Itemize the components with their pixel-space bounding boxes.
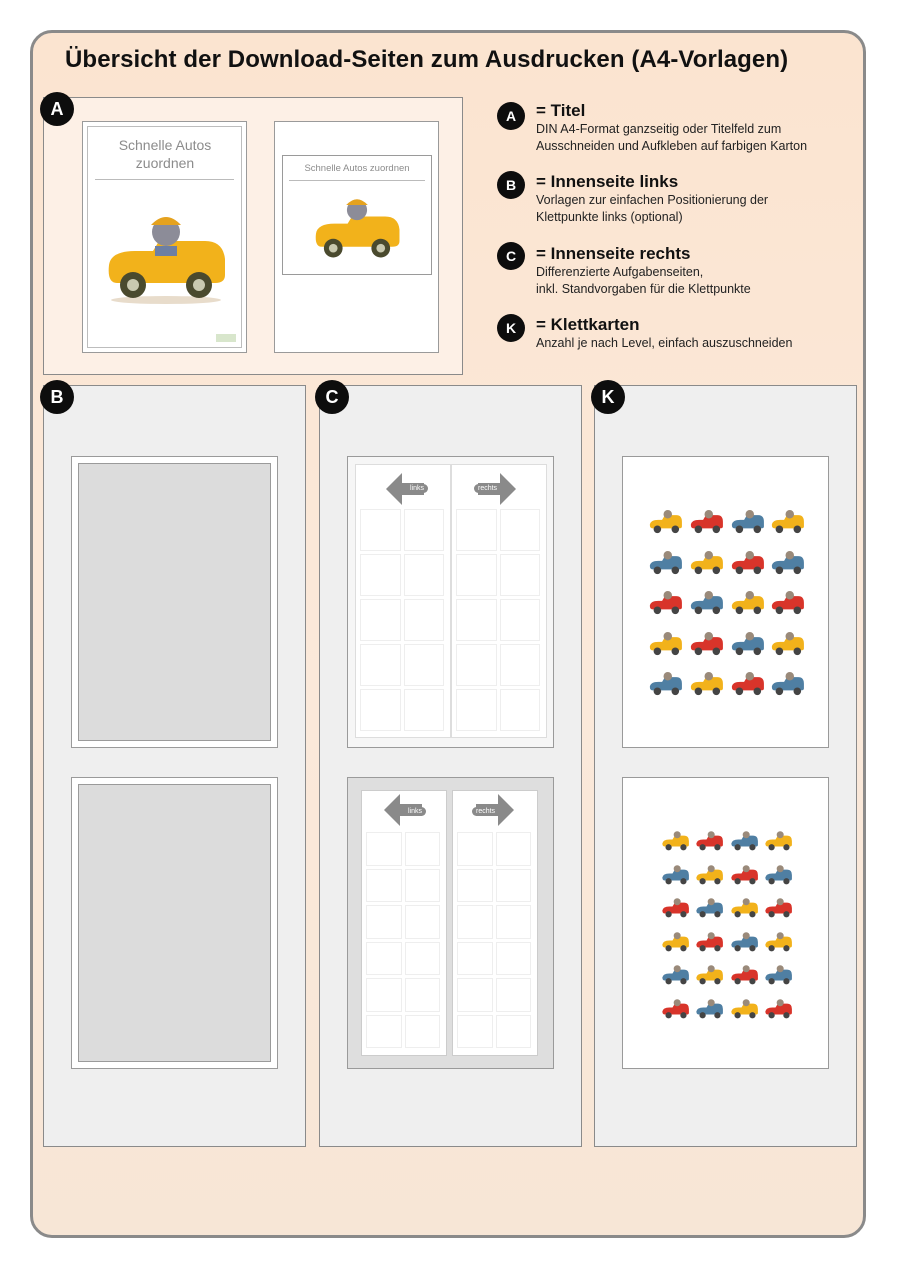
b-sheet-2 <box>71 777 278 1069</box>
velcro-card <box>688 502 726 540</box>
velcro-card <box>694 993 725 1024</box>
velcro-card <box>688 624 726 662</box>
legend-b-desc-1: Vorlagen zur einfachen Positionierung der <box>536 193 769 207</box>
velcro-card <box>660 825 691 856</box>
legend-c-desc-2: inkl. Standvorgaben für die Klettpunkte <box>536 282 751 296</box>
velcro-card <box>647 583 685 621</box>
velcro-card <box>729 825 760 856</box>
velcro-card <box>688 543 726 581</box>
legend-a-head: = Titel <box>536 101 586 120</box>
velcro-card <box>769 583 807 621</box>
velcro-card <box>729 993 760 1024</box>
c2-left-label: links <box>404 807 426 816</box>
legend-k-head: = Klettkarten <box>536 315 640 334</box>
cover-divider <box>95 179 234 180</box>
velcro-card <box>769 624 807 662</box>
velcro-card <box>660 993 691 1024</box>
b-sheet-1-field <box>78 463 271 741</box>
legend-a-desc-1: DIN A4-Format ganzseitig oder Titelfeld zum <box>536 122 782 136</box>
velcro-card <box>763 993 794 1024</box>
legend-b-desc-2: Klettpunkte links (optional) <box>536 210 683 224</box>
cover-sheet-titlefield <box>274 121 439 353</box>
velcro-card <box>729 543 767 581</box>
velcro-card <box>769 543 807 581</box>
legend-k-desc-1: Anzahl je nach Level, einfach auszuschneiden <box>536 336 793 350</box>
velcro-card <box>694 959 725 990</box>
velcro-card <box>647 624 685 662</box>
legend-b-head: = Innenseite links <box>536 172 679 191</box>
section-a-badge: A <box>40 92 74 126</box>
legend-k-badge: K <box>497 314 525 342</box>
velcro-card <box>729 583 767 621</box>
velcro-card <box>769 502 807 540</box>
c1-right-label: rechts <box>474 484 501 493</box>
c1-left-label: links <box>406 484 428 493</box>
velcro-card <box>769 664 807 702</box>
legend-a-desc-2: Ausschneiden und Aufkleben auf farbigen Karton <box>536 139 808 153</box>
teddy-race-car-icon <box>303 192 411 264</box>
legend-b-badge: B <box>497 171 525 199</box>
velcro-card <box>763 926 794 957</box>
velcro-card <box>694 825 725 856</box>
velcro-card <box>729 959 760 990</box>
section-k-badge: K <box>591 380 625 414</box>
velcro-card <box>729 502 767 540</box>
c1-grid-right <box>456 509 540 731</box>
c-sheet-2 <box>347 777 554 1069</box>
velcro-card <box>729 892 760 923</box>
k-sheet-2 <box>622 777 829 1069</box>
c-sheet-1 <box>347 456 554 748</box>
velcro-card <box>660 926 691 957</box>
velcro-card <box>694 892 725 923</box>
c1-grid-left <box>360 509 444 731</box>
velcro-card <box>647 543 685 581</box>
legend-c-desc-1: Differenzierte Aufgabenseiten, <box>536 265 704 279</box>
velcro-card <box>694 926 725 957</box>
cover-title-large: Schnelle Autos zuordnen <box>118 137 212 171</box>
velcro-card <box>660 892 691 923</box>
b-sheet-2-field <box>78 784 271 1062</box>
legend-a-badge: A <box>497 102 525 130</box>
teddy-race-car-icon <box>101 207 231 307</box>
velcro-card <box>729 859 760 890</box>
velcro-card <box>763 825 794 856</box>
c2-grid-left <box>366 832 440 1048</box>
k1-card-grid <box>647 502 807 702</box>
section-c-badge: C <box>315 380 349 414</box>
cover-sheet-full <box>82 121 247 353</box>
velcro-card <box>647 502 685 540</box>
b-sheet-1 <box>71 456 278 748</box>
velcro-card <box>647 664 685 702</box>
c2-right-label: rechts <box>472 807 499 816</box>
velcro-card <box>660 859 691 890</box>
velcro-card <box>660 959 691 990</box>
velcro-card <box>688 583 726 621</box>
velcro-card <box>729 664 767 702</box>
legend-c-badge: C <box>497 242 525 270</box>
velcro-card <box>763 959 794 990</box>
velcro-card <box>694 859 725 890</box>
cover-logo <box>216 334 236 342</box>
velcro-card <box>729 926 760 957</box>
velcro-card <box>763 859 794 890</box>
cover-small-divider <box>289 180 425 181</box>
page-title: Übersicht der Download-Seiten zum Ausdrucken (A4-Vorlagen) <box>65 46 789 73</box>
cover-title-small: Schnelle Autos zuordnen <box>304 163 410 174</box>
velcro-card <box>729 624 767 662</box>
k2-card-grid <box>660 825 794 1023</box>
legend-c-head: = Innenseite rechts <box>536 244 691 263</box>
c2-grid-right <box>457 832 531 1048</box>
velcro-card <box>688 664 726 702</box>
k-sheet-1 <box>622 456 829 748</box>
section-b-badge: B <box>40 380 74 414</box>
velcro-card <box>763 892 794 923</box>
